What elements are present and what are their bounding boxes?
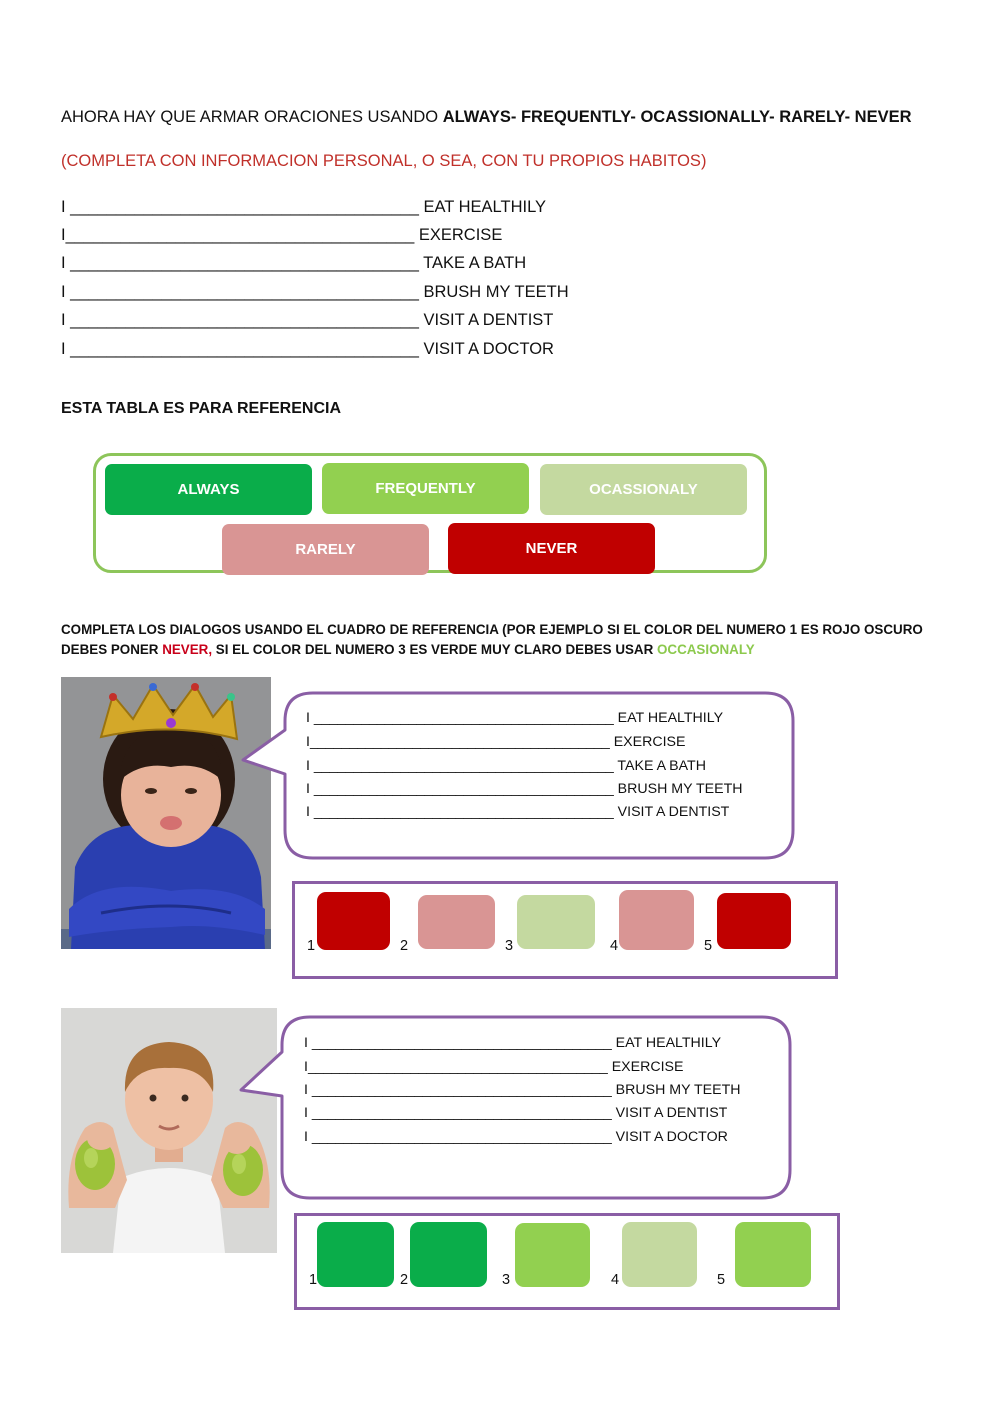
- dialog1-line-2[interactable]: I______________________________________ EXERCISE: [306, 734, 686, 750]
- personal-sentence-4[interactable]: I ______________________________________ BRUSH MY TEETH: [61, 283, 569, 301]
- worksheet-title: AHORA HAY QUE ARMAR ORACIONES USANDO ALWAYS- FREQUENTLY- OCASSIONALLY- RARELY- NEVER: [61, 108, 912, 126]
- dialog2-line-3[interactable]: I ______________________________________ BRUSH MY TEETH: [304, 1082, 741, 1098]
- dialog1-line-4[interactable]: I ______________________________________ BRUSH MY TEETH: [306, 781, 743, 797]
- chip-always: ALWAYS: [105, 464, 312, 515]
- dialog1-color-2: [418, 895, 495, 949]
- dialog2-number-1: 1: [309, 1272, 318, 1288]
- occasionaly-highlight: OCCASIONALY: [657, 642, 755, 657]
- dialog1-color-3: [517, 895, 595, 949]
- dialog2-number-4: 4: [611, 1272, 620, 1288]
- never-highlight: NEVER,: [162, 642, 213, 657]
- personal-sentence-1[interactable]: I ______________________________________ EAT HEALTHILY: [61, 198, 547, 216]
- dialog2-color-1: [317, 1222, 394, 1287]
- dialog1-color-5: [717, 893, 791, 949]
- dialog1-color-1: [317, 892, 390, 950]
- personal-sentence-3[interactable]: I ______________________________________ TAKE A BATH: [61, 254, 527, 272]
- chip-rarely: RARELY: [222, 524, 429, 575]
- dialog1-line-3[interactable]: I ______________________________________ TAKE A BATH: [306, 758, 706, 774]
- adverbs-list: ALWAYS- FREQUENTLY- OCASSIONALLY- RARELY- NEVER: [442, 108, 912, 126]
- dialog2-number-3: 3: [502, 1272, 511, 1288]
- chip-occasionally: OCASSIONALY: [540, 464, 747, 515]
- dialog2-color-4: [622, 1222, 697, 1287]
- dialog2-color-5: [735, 1222, 811, 1287]
- dialog2-line-5[interactable]: I ______________________________________ VISIT A DOCTOR: [304, 1129, 728, 1145]
- dialog2-line-4[interactable]: I ______________________________________ VISIT A DENTIST: [304, 1105, 728, 1121]
- dialog1-number-2: 2: [400, 938, 409, 954]
- dialog2-number-2: 2: [400, 1272, 409, 1288]
- dialog1-number-5: 5: [704, 938, 713, 954]
- dialog1-line-5[interactable]: I ______________________________________ VISIT A DENTIST: [306, 804, 730, 820]
- dialog2-line-2[interactable]: I______________________________________ EXERCISE: [304, 1059, 684, 1075]
- personal-sentence-5[interactable]: I ______________________________________ VISIT A DENTIST: [61, 311, 554, 329]
- reference-heading: ESTA TABLA ES PARA REFERENCIA: [61, 400, 342, 417]
- dialog1-number-3: 3: [505, 938, 514, 954]
- dialog1-color-4: [619, 890, 694, 950]
- dialog2-line-1[interactable]: I ______________________________________ EAT HEALTHILY: [304, 1035, 722, 1051]
- dialog1-line-1[interactable]: I ______________________________________ EAT HEALTHILY: [306, 710, 724, 726]
- personal-sentence-6[interactable]: I ______________________________________ VISIT A DOCTOR: [61, 340, 554, 358]
- dialog-instructions: COMPLETA LOS DIALOGOS USANDO EL CUADRO DE REFERENCIA (POR EJEMPLO SI EL COLOR DEL NUMERO 1 ES ROJO OSCURO DEBES PONER NEVER, SI EL COLOR DEL NUMERO 3 ES VERDE MUY CLARO DEBES USAR OCCASIONALY: [61, 622, 923, 657]
- personal-sentence-2[interactable]: I______________________________________ EXERCISE: [61, 226, 503, 244]
- worksheet-subtitle: (COMPLETA CON INFORMACION PERSONAL, O SEA, CON TU PROPIOS HABITOS): [61, 152, 707, 170]
- chip-frequently: FREQUENTLY: [322, 463, 529, 514]
- dialog1-number-4: 4: [610, 938, 619, 954]
- dialog2-color-2: [410, 1222, 487, 1287]
- chip-never: NEVER: [448, 523, 655, 574]
- dialog1-number-1: 1: [307, 938, 316, 954]
- dialog2-number-5: 5: [717, 1272, 726, 1288]
- dialog2-color-3: [515, 1223, 590, 1287]
